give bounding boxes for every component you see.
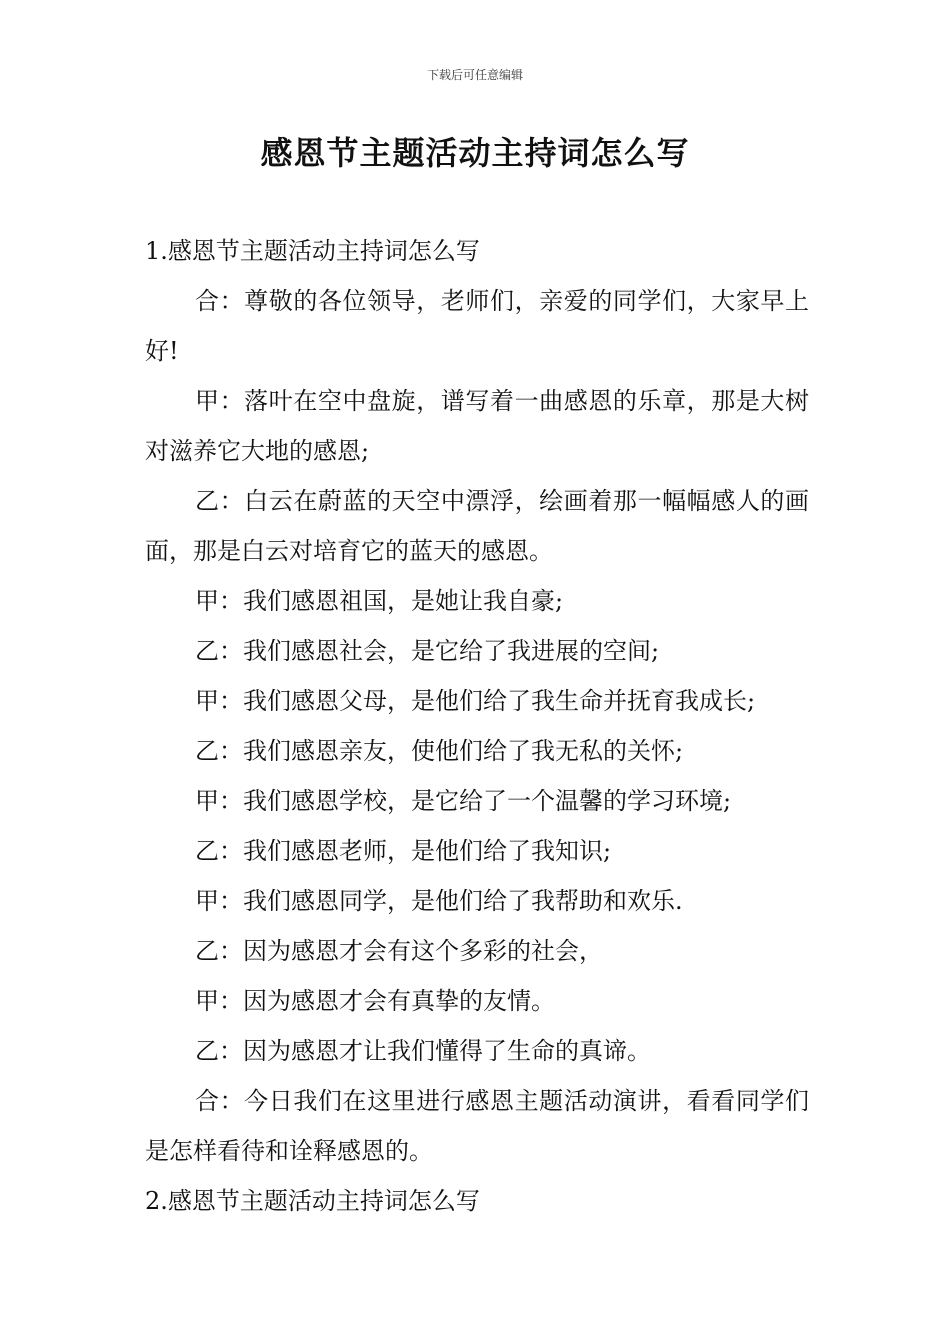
- paragraph-4: 甲：我们感恩祖国，是她让我自豪;: [195, 587, 564, 615]
- paragraph-12: 甲：因为感恩才会有真挚的友情。: [195, 987, 555, 1015]
- document-title: 感恩节主题活动主持词怎么写: [260, 134, 690, 172]
- paragraph-11: 乙：因为感恩才会有这个多彩的社会，: [195, 937, 603, 965]
- page-header-note: 下载后可任意编辑: [426, 68, 523, 82]
- paragraph-6: 甲：我们感恩父母，是他们给了我生命并抚育我成长;: [195, 687, 756, 715]
- paragraph-5: 乙：我们感恩社会，是它给了我进展的空间;: [195, 637, 660, 665]
- paragraph-14: 合：今日我们在这里进行感恩主题活动演讲，看看同学们是怎样看待和诠释感恩的。: [145, 1087, 809, 1165]
- paragraph-10: 甲：我们感恩同学，是他们给了我帮助和欢乐.: [195, 887, 683, 915]
- paragraph-8: 甲：我们感恩学校，是它给了一个温馨的学习环境;: [195, 787, 732, 815]
- section-heading-1: 1.感恩节主题活动主持词怎么写: [145, 237, 480, 265]
- paragraph-3: 乙：白云在蔚蓝的天空中漂浮，绘画着那一幅幅感人的画面，那是白云对培育它的蓝天的感恩。: [145, 487, 809, 565]
- paragraph-7: 乙：我们感恩亲友，使他们给了我无私的关怀;: [195, 737, 684, 765]
- paragraph-1: 合：尊敬的各位领导，老师们，亲爱的同学们，大家早上好!: [145, 287, 809, 365]
- paragraph-13: 乙：因为感恩才让我们懂得了生命的真谛。: [195, 1037, 651, 1065]
- paragraph-9: 乙：我们感恩老师，是他们给了我知识;: [195, 837, 612, 865]
- document-body: [145, 226, 809, 1226]
- paragraph-2: 甲：落叶在空中盘旋，谱写着一曲感恩的乐章，那是大树对滋养它大地的感恩;: [145, 387, 809, 465]
- section-heading-2: 2.感恩节主题活动主持词怎么写: [145, 1187, 480, 1215]
